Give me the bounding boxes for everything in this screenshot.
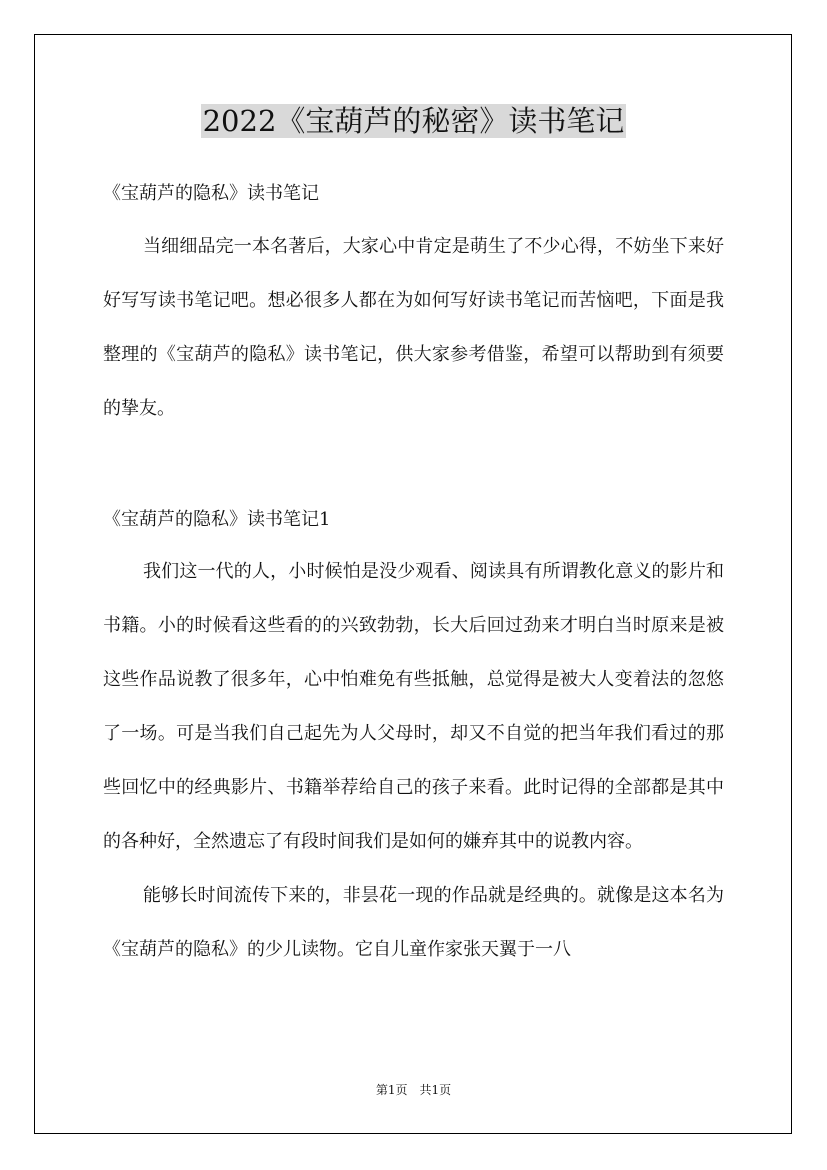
note-1-body <box>103 545 724 977</box>
note-1-section <box>103 506 724 534</box>
body-paragraph-2: 能够长时间流传下来的，非昙花一现的作品就是经典的。就像是这本名为《宝葫芦的隐私》的少儿读物。它自儿童作家张天翼于一八 <box>103 885 724 960</box>
subheading-intro: 《宝葫芦的隐私》读书笔记 <box>103 183 319 204</box>
intro-section <box>103 180 724 208</box>
page-number: 第1页 共1页 <box>375 1083 452 1097</box>
page-footer <box>0 1082 827 1098</box>
intro-paragraph: 当细细品完一本名著后，大家心中肯定是萌生了不少心得，不妨坐下来好好写写读书笔记吧。想必很多人都在为如何写好读书笔记而苦恼吧，下面是我整理的《宝葫芦的隐私》读书笔记，供大家参考借鉴，希望可以帮助到有须要的挚友。 <box>103 236 724 419</box>
document-title-text: 2022《宝葫芦的秘密》读书笔记 <box>202 104 625 138</box>
intro-body <box>103 220 724 436</box>
document-title <box>0 102 827 140</box>
body-paragraph-1: 我们这一代的人，小时候怕是没少观看、阅读具有所谓教化意义的影片和书籍。小的时候看这些看的的兴致勃勃，长大后回过劲来才明白当时原来是被这些作品说教了很多年，心中怕难免有些抵触，总觉得是被大人变着法的忽悠了一场。可是当我们自己起先为人父母时，却又不自觉的把当年我们看过的那些回忆中的经典影片、书籍举荐给自己的孩子来看。此时记得的全部都是其中的各种好，全然遗忘了有段时间我们是如何的嫌弃其中的说教内容。 <box>103 561 724 852</box>
subheading-note-1: 《宝葫芦的隐私》读书笔记1 <box>103 509 331 530</box>
